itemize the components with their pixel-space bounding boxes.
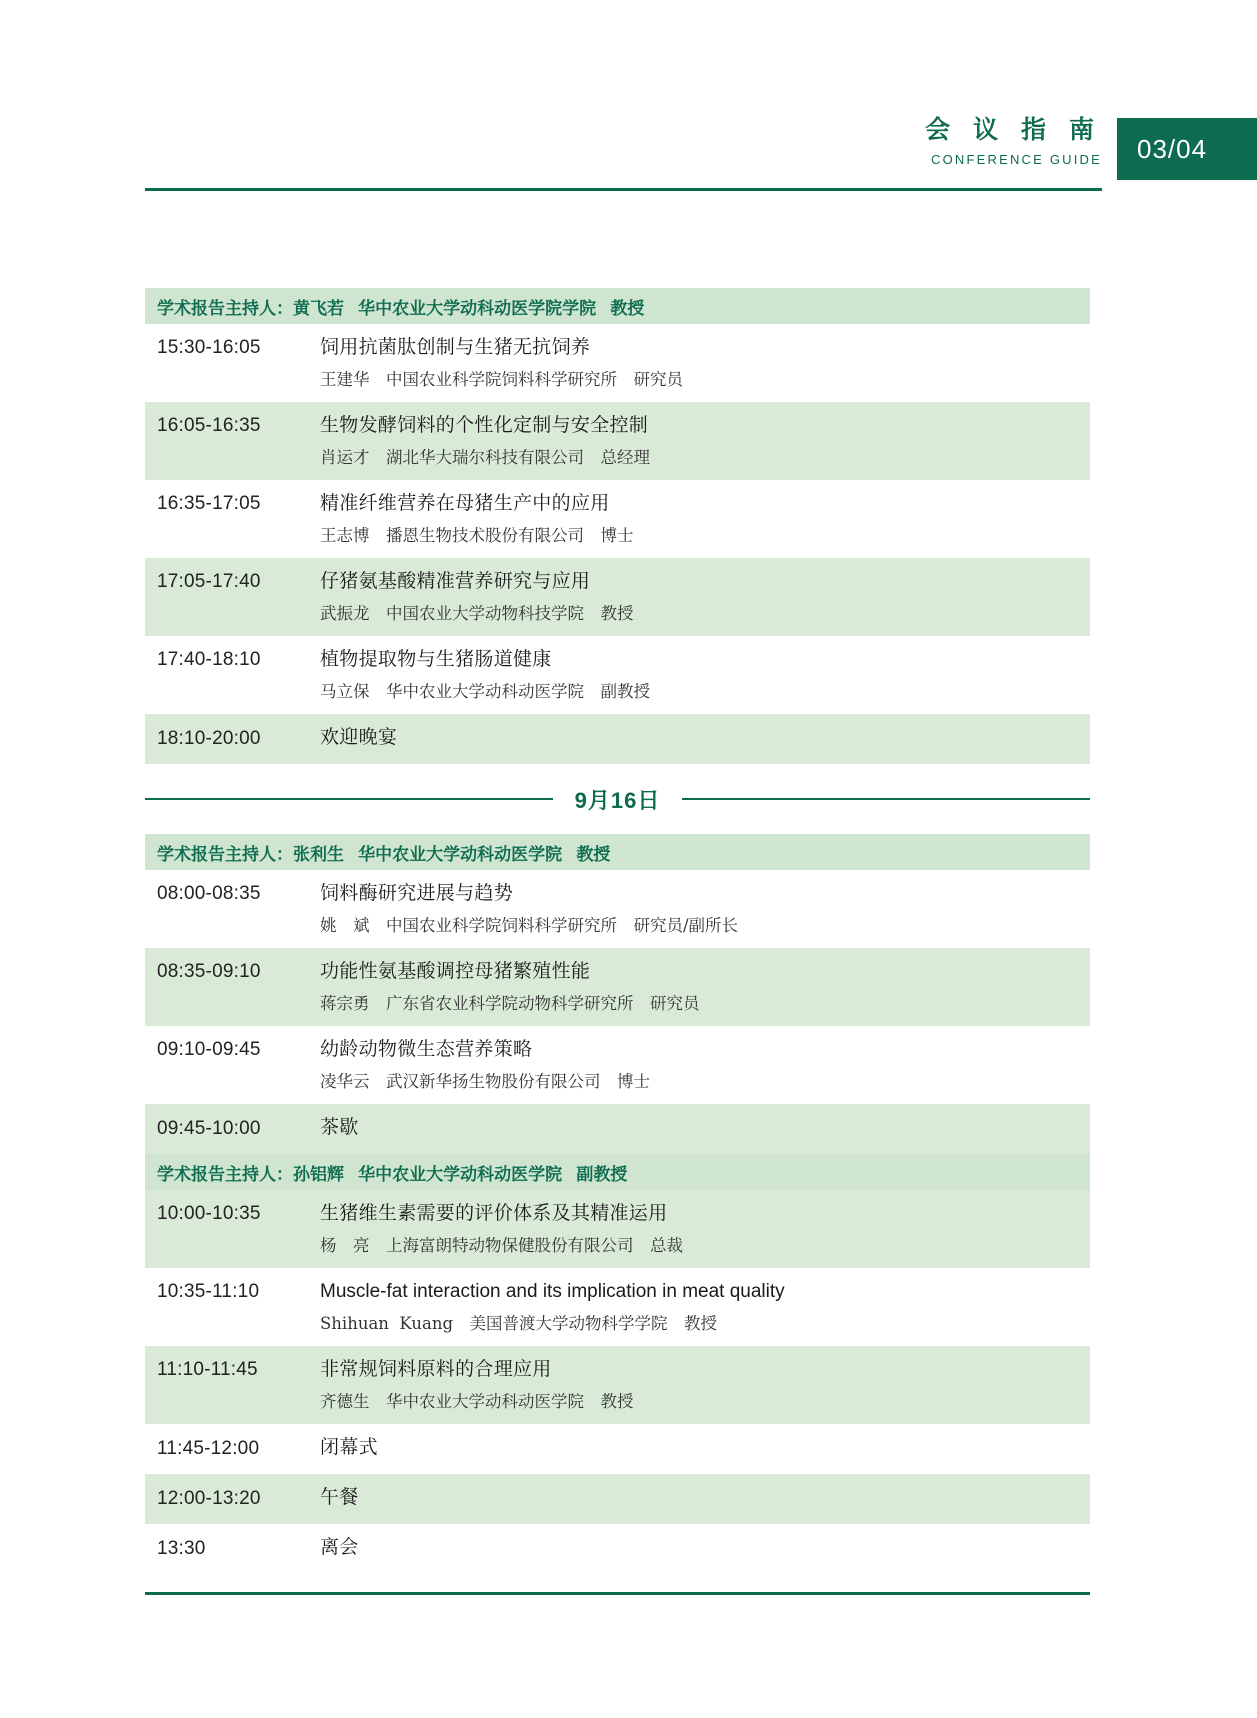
row-title: 欢迎晚宴 [320,727,398,748]
row-title: 饲用抗菌肽创制与生猪无抗饲养 [320,337,591,358]
host-prefix: 学术报告主持人： [157,844,293,864]
host-name: 黄飞若 [293,298,344,318]
row-title: 仔猪氨基酸精准营养研究与应用 [320,571,591,592]
row-title: 幼龄动物微生态营养策略 [320,1039,533,1060]
host-title: 副教授 [576,1164,628,1184]
session-host-row [145,288,1090,324]
row-time: 09:45-10:00 [157,1118,261,1139]
row-time: 15:30-16:05 [157,337,261,358]
row-content [320,335,1090,391]
row-time: 17:40-18:10 [157,649,261,670]
row-time: 11:10-11:45 [157,1359,258,1380]
row-content [320,1201,1090,1257]
row-speaker: 凌华云 武汉新华扬生物股份有限公司 博士 [320,1072,650,1091]
host-title: 教授 [576,844,611,864]
host-affiliation: 华中农业大学动科动医学院 [358,844,563,864]
schedule-row [145,1190,1090,1268]
divider-line-right [682,798,1090,800]
row-speaker: 王志博 播恩生物技术股份有限公司 博士 [320,526,634,545]
schedule-row [145,948,1090,1026]
row-content [320,491,1090,547]
row-speaker: 王建华 中国农业科学院饲料科学研究所 研究员 [320,370,683,389]
row-content [320,726,1090,750]
divider-line-left [145,798,553,800]
row-title: 精准纤维营养在母猪生产中的应用 [320,493,610,514]
header-title-en: CONFERENCE GUIDE [931,152,1102,167]
row-content [320,881,1090,937]
row-content [320,1116,1090,1140]
footer-divider [145,1592,1090,1595]
row-speaker: 杨 亮 上海富朗特动物保健股份有限公司 总裁 [320,1236,683,1255]
row-content [320,1436,1090,1460]
row-time: 10:35-11:10 [157,1281,260,1302]
row-time: 11:45-12:00 [157,1438,260,1459]
host-name: 张利生 [293,844,344,864]
day-divider [145,764,1090,834]
row-content [320,1037,1090,1093]
row-time: 09:10-09:45 [157,1039,261,1060]
schedule-row [145,402,1090,480]
header-divider [145,188,1102,191]
schedule-row [145,480,1090,558]
row-title: Muscle-fat interaction and its implication in meat quality [320,1281,785,1302]
row-time: 10:00-10:35 [157,1203,261,1224]
row-speaker: 肖运才 湖北华大瑞尔科技有限公司 总经理 [320,448,650,467]
row-time: 17:05-17:40 [157,571,261,592]
host-prefix: 学术报告主持人： [157,298,293,318]
row-title: 植物提取物与生猪肠道健康 [320,649,552,670]
row-title: 茶歇 [320,1117,359,1138]
row-content [320,413,1090,469]
row-time: 08:00-08:35 [157,883,261,904]
row-content [320,1357,1090,1413]
row-time: 13:30 [157,1538,206,1559]
header-titles [925,110,1102,167]
schedule-row [145,1346,1090,1424]
row-content [320,647,1090,703]
row-title: 功能性氨基酸调控母猪繁殖性能 [320,961,591,982]
row-speaker: 齐德生 华中农业大学动科动医学院 教授 [320,1392,634,1411]
row-time: 18:10-20:00 [157,728,261,749]
host-affiliation: 华中农业大学动科动医学院学院 [358,298,597,318]
row-content [320,1486,1090,1510]
host-name: 孙铝辉 [293,1164,344,1184]
host-affiliation: 华中农业大学动科动医学院 [358,1164,563,1184]
row-speaker: 马立保 华中农业大学动科动医学院 副教授 [320,682,650,701]
row-title: 午餐 [320,1487,359,1508]
session-host-row [145,1154,1090,1190]
row-speaker: 蒋宗勇 广东省农业科学院动物科学研究所 研究员 [320,994,700,1013]
host-prefix: 学术报告主持人： [157,1164,293,1184]
schedule-row [145,1424,1090,1474]
row-content [320,569,1090,625]
row-title: 非常规饲料原料的合理应用 [320,1359,552,1380]
row-content [320,959,1090,1015]
day-label: 9月16日 [574,787,661,813]
row-time: 16:35-17:05 [157,493,261,514]
row-time: 08:35-09:10 [157,961,261,982]
row-speaker: Shihuan Kuang 美国普渡大学动物科学学院 教授 [320,1314,718,1333]
schedule-row [145,558,1090,636]
schedule-row [145,1104,1090,1154]
row-title: 饲料酶研究进展与趋势 [320,883,514,904]
row-title: 离会 [320,1537,359,1558]
schedule-table [145,288,1090,1595]
schedule-row [145,1026,1090,1104]
row-time: 16:05-16:35 [157,415,261,436]
row-speaker: 武振龙 中国农业大学动物科技学院 教授 [320,604,634,623]
schedule-row [145,636,1090,714]
session-host-row [145,834,1090,870]
row-speaker: 姚 斌 中国农业科学院饲料科学研究所 研究员/副所长 [320,916,739,935]
row-title: 闭幕式 [320,1437,378,1458]
schedule-row [145,1474,1090,1524]
header-title-cn: 会 议 指 南 [925,116,1102,144]
schedule-row [145,714,1090,764]
page-header [145,110,1257,190]
row-title: 生物发酵饲料的个性化定制与安全控制 [320,415,649,436]
page-number-badge: 03/04 [1117,118,1257,180]
schedule-row [145,1268,1090,1346]
row-content [320,1279,1090,1335]
row-time: 12:00-13:20 [157,1488,261,1509]
schedule-row [145,870,1090,948]
row-title: 生猪维生素需要的评价体系及其精准运用 [320,1203,668,1224]
row-content [320,1536,1090,1560]
schedule-row [145,1524,1090,1574]
schedule-row [145,324,1090,402]
host-title: 教授 [610,298,645,318]
